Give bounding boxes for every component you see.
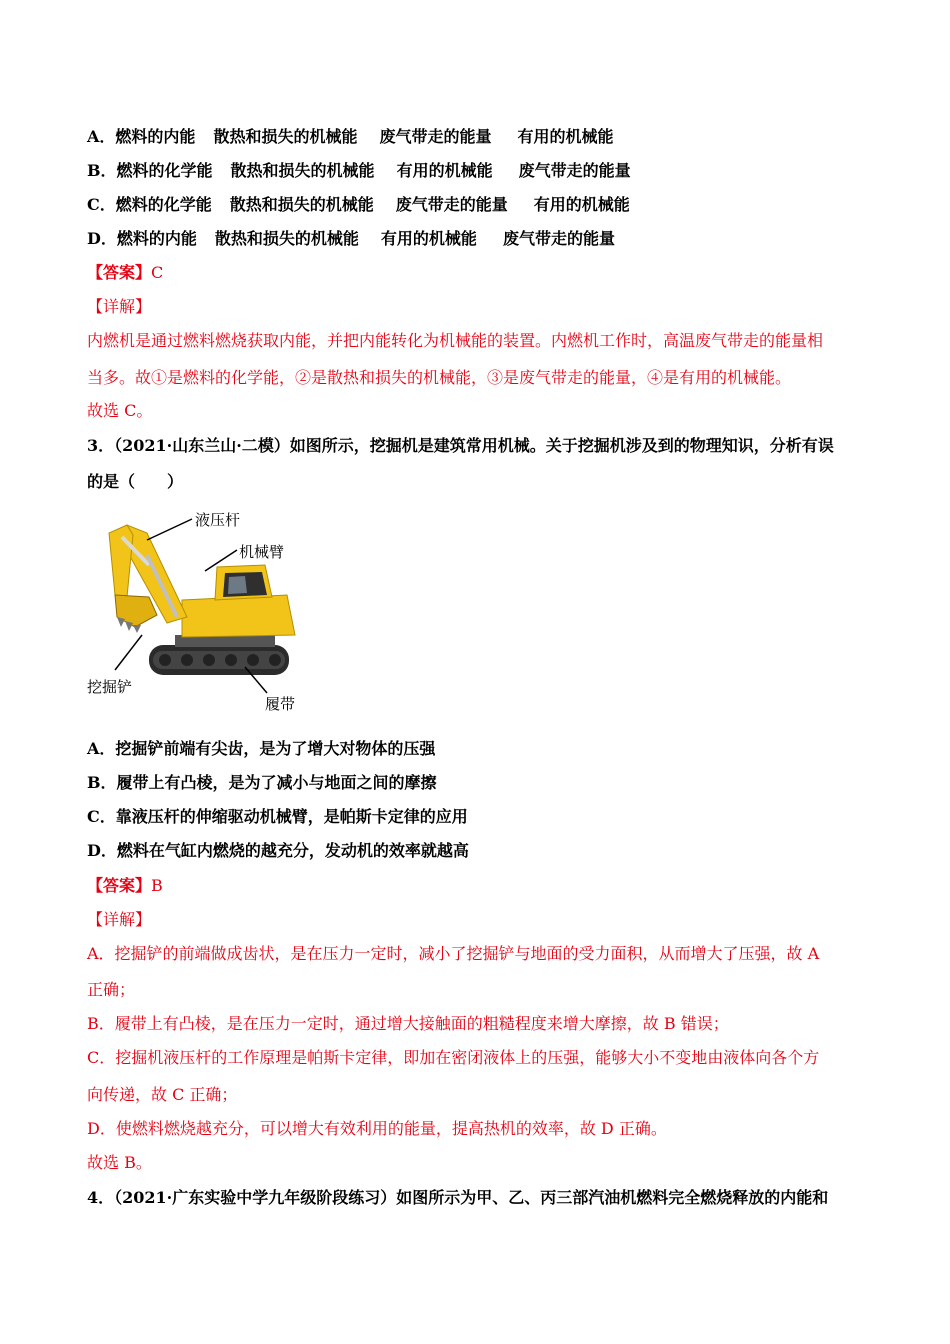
q2-option-c bbox=[87, 195, 630, 215]
option-letter: C． bbox=[87, 195, 116, 214]
label-shovel: 挖掘铲 bbox=[87, 678, 133, 696]
option-letter: B． bbox=[87, 161, 117, 180]
q3-explain-line: A．挖掘铲的前端做成齿状，是在压力一定时，减小了挖掘铲与地面的受力面积，从而增大了压强，故 A bbox=[87, 944, 820, 963]
option-part: 有用的机械能 bbox=[380, 229, 477, 248]
q3-explain-line: D．使燃料燃烧越充分，可以增大有效利用的能量，提高热机的效率，故 D 正确。 bbox=[87, 1119, 667, 1138]
q3-explain-line: 故选 B。 bbox=[87, 1153, 152, 1172]
q2-answer bbox=[87, 263, 163, 283]
q3-explain-line: 正确； bbox=[87, 980, 136, 999]
q3-option-b: B．履带上有凸棱，是为了减小与地面之间的摩擦 bbox=[87, 773, 437, 792]
option-letter: D． bbox=[87, 229, 117, 248]
label-hydraulic-cylinder: 液压杆 bbox=[195, 511, 241, 529]
option-part: 散热和损失的机械能 bbox=[214, 229, 359, 248]
q2-explain-line: 内燃机是通过燃料燃烧获取内能，并把内能转化为机械能的装置。内燃机工作时，高温废气带走的能量相 bbox=[87, 331, 824, 350]
q2-explain-line: 故选 C。 bbox=[87, 401, 153, 420]
answer-label: 【答案】 bbox=[87, 876, 152, 895]
option-part: 燃料的内能 bbox=[116, 229, 197, 248]
q2-option-a bbox=[87, 127, 613, 147]
option-part: 燃料的内能 bbox=[115, 127, 196, 146]
answer-label: 【答案】 bbox=[87, 263, 152, 282]
q4-stem-line: 4．（2021·广东实验中学九年级阶段练习）如图所示为甲、乙、丙三部汽油机燃料完全燃烧释放的内能和 bbox=[87, 1188, 829, 1207]
q3-explain-line: 向传递，故 C 正确； bbox=[87, 1085, 238, 1104]
q3-explain-line: B．履带上有凸棱，是在压力一定时，通过增大接触面的粗糙程度来增大摩擦，故 B 错误； bbox=[87, 1014, 729, 1033]
q2-detail-label: 【详解】 bbox=[87, 297, 152, 316]
q3-option-c: C．靠液压杆的伸缩驱动机械臂，是帕斯卡定律的应用 bbox=[87, 807, 468, 826]
option-part: 散热和损失的机械能 bbox=[229, 195, 374, 214]
label-mechanical-arm: 机械臂 bbox=[239, 543, 285, 561]
option-part: 散热和损失的机械能 bbox=[213, 127, 358, 146]
option-letter: A． bbox=[87, 127, 116, 146]
option-part: 废气带走的能量 bbox=[518, 161, 631, 180]
answer-value: C bbox=[151, 263, 164, 282]
option-part: 有用的机械能 bbox=[396, 161, 493, 180]
option-part: 废气带走的能量 bbox=[379, 127, 492, 146]
q3-answer bbox=[87, 876, 163, 896]
q2-option-b bbox=[87, 161, 631, 181]
q3-option-a: A．挖掘铲前端有尖齿，是为了增大对物体的压强 bbox=[87, 739, 436, 758]
excavator-figure bbox=[87, 505, 327, 720]
option-part: 废气带走的能量 bbox=[395, 195, 508, 214]
option-part: 散热和损失的机械能 bbox=[230, 161, 375, 180]
option-part: 燃料的化学能 bbox=[116, 161, 213, 180]
q3-stem-line: 3．（2021·山东兰山·二模）如图所示，挖掘机是建筑常用机械。关于挖掘机涉及到的物理知识，分析有误 bbox=[87, 436, 834, 455]
option-part: 燃料的化学能 bbox=[115, 195, 212, 214]
q3-explain-line: C．挖掘机液压杆的工作原理是帕斯卡定律，即加在密闭液体上的压强，能够大小不变地由液体向各个方 bbox=[87, 1048, 820, 1067]
q2-option-d bbox=[87, 229, 615, 249]
option-part: 有用的机械能 bbox=[517, 127, 614, 146]
q3-detail-label: 【详解】 bbox=[87, 910, 152, 929]
q3-option-d: D．燃料在气缸内燃烧的越充分，发动机的效率就越高 bbox=[87, 841, 469, 860]
q2-explain-line: 当多。故①是燃料的化学能，②是散热和损失的机械能，③是废气带走的能量，④是有用的机械能。 bbox=[87, 368, 792, 387]
option-part: 有用的机械能 bbox=[533, 195, 630, 214]
option-part: 废气带走的能量 bbox=[502, 229, 615, 248]
label-track: 履带 bbox=[265, 695, 296, 713]
q3-stem-line: 的是（ ） bbox=[87, 472, 184, 491]
answer-value: B bbox=[151, 876, 163, 895]
